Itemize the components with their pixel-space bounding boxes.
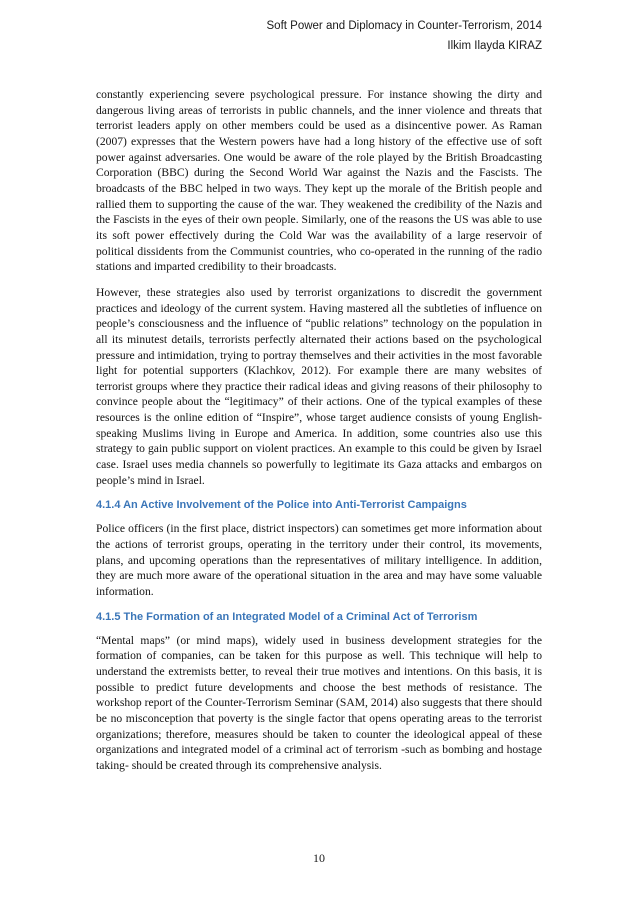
running-header-author: Ilkim Ilayda KIRAZ [447, 40, 542, 52]
paragraph-integrated-model: “Mental maps” (or mind maps), widely used in business development strategies for the formation of companies, can be taken for this purpose as well. This technique will help to understand the extremists better, to reveal their true motives and intentions. On this basis, it is possible to predict future developments and choose the best methods of resistance. The workshop report of the Counter-Terrorism Seminar (SAM, 2014) also suggests that there should be no misconception that poverty is the single factor that opens operating areas to the terrorist organizations; therefore, measures should be taken to counter the ideological appeal of these organizations and integrated model of a criminal act of terrorism -such as bombing and hostage taking- should be created through its comprehensive analysis. [96, 633, 542, 772]
body-text [96, 87, 542, 784]
section-heading-4-1-4: 4.1.4 An Active Involvement of the Police into Anti-Terrorist Campaigns [96, 499, 467, 512]
page-number: 10 [313, 851, 325, 865]
running-header-title: Soft Power and Diplomacy in Counter-Terrorism, 2014 [266, 20, 542, 32]
paragraph-terrorist-strategies: However, these strategies also used by terrorist organizations to discredit the government practices and ideology of the current system. Having mastered all the subtleties of influence on people’s consciousness and the influence of “public relations” technology on the population in all its minutest details, terrorists perfectly alternated their actions based on the psychological pressure and intimidation, trying to portray themselves and their activities in the most favorable light for potential supporters (Klachkov, 2012). For example there are many websites of terrorist groups where they practice their radical ideas and giving reasons of their philosophy to convince people about the “legitimacy” of their actions. One of the typical examples of these resources is the online edition of “Inspire”, whose target audience consists of young English-speaking Muslims living in Europe and America. In addition, some countries also use this strategy to gain public support on violent practices. An example to this could be given by Israel case. Israel uses media channels so powerfully to legitimate its Gaza attacks and embargos on people’s mind in Israel. [96, 285, 542, 487]
paragraph-soft-power-broadcasting: constantly experiencing severe psychological pressure. For instance showing the dirty and dangerous living areas of terrorists in public channels, and the inner violence and threats that terrorist leaders apply on other members could be used as a disincentive power. As Raman (2007) expresses that the Western powers have had a long history of the effective use of soft power against adversaries. One would be aware of the role played by the British Broadcasting Corporation (BBC) during the Second World War against the Nazis and the Fascists. The broadcasts of the BBC helped in two ways. They kept up the morale of the British people and rallied them to supporting the cause of the war. They weakened the credibility of the Nazis and the Fascists in the eyes of their own people. Similarly, one of the reasons the US was able to use its soft power effectively during the Cold War was the availability of a large reservoir of political dissidents from the Communist countries, who co-operated in the running of the radio stations and imparted credibility to their broadcasts. [96, 88, 542, 274]
section-heading-4-1-5: 4.1.5 The Formation of an Integrated Model of a Criminal Act of Terrorism [96, 610, 478, 623]
paragraph-police-involvement: Police officers (in the first place, district inspectors) can sometimes get more information about the actions of terrorist groups, operating in the territory under their control, its movements, plans, and upcoming operations than the representatives of military intelligence. In addition, they are much more aware of the operational situation in the area and may have some valuable information. [96, 522, 542, 599]
